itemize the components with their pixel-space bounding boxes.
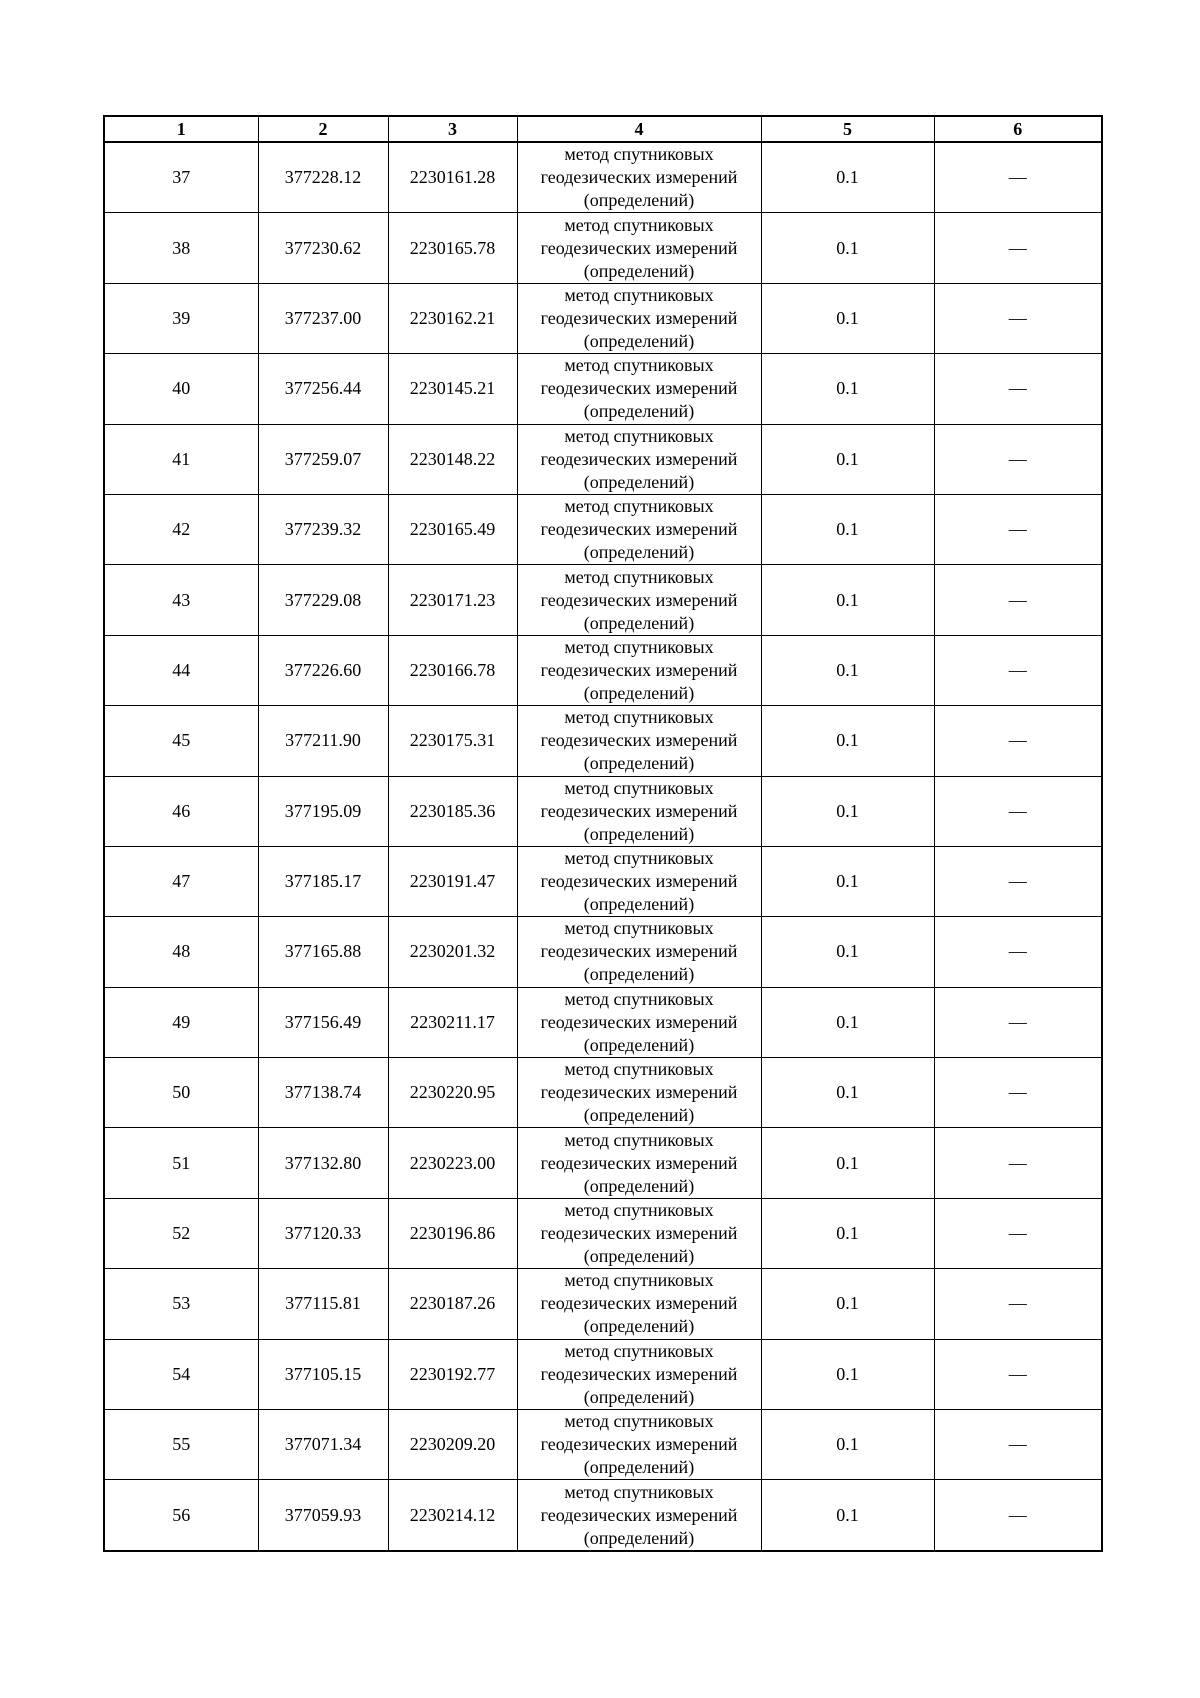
- header-row: [104, 116, 1102, 142]
- method-line: геодезических измерений: [540, 307, 738, 328]
- method-line: (определений): [583, 401, 695, 422]
- accuracy-cell: 0.1: [761, 846, 934, 916]
- point-number-cell: 49: [104, 987, 258, 1057]
- method-cell: [517, 283, 761, 353]
- method-line: метод спутниковых: [564, 1411, 714, 1432]
- point-number-cell: 45: [104, 706, 258, 776]
- table-header: [104, 116, 1102, 142]
- method-line: (определений): [583, 1105, 695, 1126]
- method-line: метод спутниковых: [564, 1200, 714, 1221]
- method-cell: [517, 846, 761, 916]
- accuracy-cell: 0.1: [761, 987, 934, 1057]
- accuracy-cell: 0.1: [761, 142, 934, 213]
- method-line: метод спутниковых: [564, 144, 714, 165]
- accuracy-cell: 0.1: [761, 1339, 934, 1409]
- table-row: [104, 1198, 1102, 1268]
- table-row: [104, 1128, 1102, 1198]
- accuracy-cell: 0.1: [761, 1058, 934, 1128]
- point-number-cell: 55: [104, 1410, 258, 1480]
- method-line: метод спутниковых: [564, 707, 714, 728]
- method-cell: [517, 354, 761, 424]
- note-cell: —: [934, 987, 1102, 1057]
- method-line: метод спутниковых: [564, 988, 714, 1009]
- coordinate-x-cell: 377239.32: [258, 494, 388, 564]
- point-number-cell: 41: [104, 424, 258, 494]
- method-cell: [517, 776, 761, 846]
- coordinate-x-cell: 377230.62: [258, 213, 388, 283]
- method-line: геодезических измерений: [540, 1293, 738, 1314]
- method-line: (определений): [583, 1457, 695, 1478]
- coordinate-y-cell: 2230187.26: [388, 1269, 517, 1339]
- coordinate-y-cell: 2230166.78: [388, 635, 517, 705]
- method-line: метод спутниковых: [564, 777, 714, 798]
- point-number-cell: 39: [104, 283, 258, 353]
- method-line: (определений): [583, 542, 695, 563]
- accuracy-cell: 0.1: [761, 213, 934, 283]
- table-row: [104, 635, 1102, 705]
- coordinate-x-cell: 377211.90: [258, 706, 388, 776]
- coordinate-y-cell: 2230165.49: [388, 494, 517, 564]
- note-cell: —: [934, 776, 1102, 846]
- point-number-cell: 51: [104, 1128, 258, 1198]
- method-cell: [517, 987, 761, 1057]
- method-line: (определений): [583, 894, 695, 915]
- method-line: геодезических измерений: [540, 1434, 738, 1455]
- method-line: (определений): [583, 682, 695, 703]
- method-cell: [517, 494, 761, 564]
- accuracy-cell: 0.1: [761, 565, 934, 635]
- accuracy-cell: 0.1: [761, 283, 934, 353]
- method-line: метод спутниковых: [564, 566, 714, 587]
- note-cell: —: [934, 706, 1102, 776]
- method-line: метод спутниковых: [564, 636, 714, 657]
- point-number-cell: 50: [104, 1058, 258, 1128]
- table-row: [104, 1480, 1102, 1551]
- table-row: [104, 987, 1102, 1057]
- note-cell: —: [934, 846, 1102, 916]
- coordinate-y-cell: 2230165.78: [388, 213, 517, 283]
- coordinate-y-cell: 2230214.12: [388, 1480, 517, 1551]
- method-line: метод спутниковых: [564, 284, 714, 305]
- method-cell: [517, 565, 761, 635]
- method-cell: [517, 1339, 761, 1409]
- coordinate-y-cell: 2230196.86: [388, 1198, 517, 1268]
- point-number-cell: 56: [104, 1480, 258, 1551]
- point-number-cell: 42: [104, 494, 258, 564]
- accuracy-cell: 0.1: [761, 706, 934, 776]
- coordinate-x-cell: 377256.44: [258, 354, 388, 424]
- method-cell: [517, 917, 761, 987]
- method-line: геодезических измерений: [540, 730, 738, 751]
- coordinate-x-cell: 377229.08: [258, 565, 388, 635]
- coordinate-x-cell: 377259.07: [258, 424, 388, 494]
- note-cell: —: [934, 1410, 1102, 1480]
- coordinate-x-cell: 377105.15: [258, 1339, 388, 1409]
- table-row: [104, 565, 1102, 635]
- coordinate-x-cell: 377115.81: [258, 1269, 388, 1339]
- point-number-cell: 43: [104, 565, 258, 635]
- accuracy-cell: 0.1: [761, 1128, 934, 1198]
- method-line: (определений): [583, 1246, 695, 1267]
- method-line: геодезических измерений: [540, 800, 738, 821]
- accuracy-cell: 0.1: [761, 635, 934, 705]
- coordinate-x-cell: 377195.09: [258, 776, 388, 846]
- method-line: (определений): [583, 330, 695, 351]
- method-line: метод спутниковых: [564, 1129, 714, 1150]
- method-line: геодезических измерений: [540, 1152, 738, 1173]
- table-row: [104, 917, 1102, 987]
- method-line: геодезических измерений: [540, 1504, 738, 1525]
- coordinate-x-cell: 377059.93: [258, 1480, 388, 1551]
- method-line: метод спутниковых: [564, 496, 714, 517]
- table-row: [104, 142, 1102, 213]
- header-col-2: 2: [258, 116, 388, 142]
- method-line: метод спутниковых: [564, 214, 714, 235]
- method-cell: [517, 1269, 761, 1339]
- method-line: (определений): [583, 964, 695, 985]
- table-row: [104, 1058, 1102, 1128]
- header-col-1: 1: [104, 116, 258, 142]
- table-row: [104, 1339, 1102, 1409]
- point-number-cell: 38: [104, 213, 258, 283]
- note-cell: —: [934, 213, 1102, 283]
- accuracy-cell: 0.1: [761, 494, 934, 564]
- method-line: геодезических измерений: [540, 237, 738, 258]
- method-line: геодезических измерений: [540, 589, 738, 610]
- note-cell: —: [934, 635, 1102, 705]
- coordinate-x-cell: 377138.74: [258, 1058, 388, 1128]
- method-cell: [517, 142, 761, 213]
- point-number-cell: 52: [104, 1198, 258, 1268]
- coordinate-x-cell: 377165.88: [258, 917, 388, 987]
- point-number-cell: 53: [104, 1269, 258, 1339]
- method-cell: [517, 1410, 761, 1480]
- method-cell: [517, 706, 761, 776]
- note-cell: —: [934, 142, 1102, 213]
- method-line: (определений): [583, 1034, 695, 1055]
- table-row: [104, 846, 1102, 916]
- method-line: метод спутниковых: [564, 1270, 714, 1291]
- note-cell: —: [934, 565, 1102, 635]
- point-number-cell: 37: [104, 142, 258, 213]
- coordinate-x-cell: 377185.17: [258, 846, 388, 916]
- coordinate-y-cell: 2230161.28: [388, 142, 517, 213]
- method-line: (определений): [583, 1527, 695, 1548]
- coordinate-x-cell: 377071.34: [258, 1410, 388, 1480]
- header-col-3: 3: [388, 116, 517, 142]
- coordinate-y-cell: 2230148.22: [388, 424, 517, 494]
- coordinate-y-cell: 2230162.21: [388, 283, 517, 353]
- accuracy-cell: 0.1: [761, 1480, 934, 1551]
- note-cell: —: [934, 1269, 1102, 1339]
- coordinate-y-cell: 2230185.36: [388, 776, 517, 846]
- method-line: (определений): [583, 753, 695, 774]
- coordinate-y-cell: 2230145.21: [388, 354, 517, 424]
- note-cell: —: [934, 424, 1102, 494]
- note-cell: —: [934, 1058, 1102, 1128]
- table-row: [104, 1410, 1102, 1480]
- point-number-cell: 44: [104, 635, 258, 705]
- method-line: геодезических измерений: [540, 167, 738, 188]
- header-col-6: 6: [934, 116, 1102, 142]
- coordinates-table: [103, 115, 1103, 1552]
- note-cell: —: [934, 494, 1102, 564]
- method-line: метод спутниковых: [564, 1059, 714, 1080]
- method-line: геодезических измерений: [540, 941, 738, 962]
- coordinate-y-cell: 2230201.32: [388, 917, 517, 987]
- method-line: (определений): [583, 260, 695, 281]
- point-number-cell: 40: [104, 354, 258, 424]
- note-cell: —: [934, 1339, 1102, 1409]
- note-cell: —: [934, 283, 1102, 353]
- point-number-cell: 47: [104, 846, 258, 916]
- method-line: геодезических измерений: [540, 871, 738, 892]
- method-cell: [517, 424, 761, 494]
- accuracy-cell: 0.1: [761, 1410, 934, 1480]
- coordinate-y-cell: 2230223.00: [388, 1128, 517, 1198]
- method-line: метод спутниковых: [564, 848, 714, 869]
- point-number-cell: 54: [104, 1339, 258, 1409]
- accuracy-cell: 0.1: [761, 776, 934, 846]
- table-row: [104, 283, 1102, 353]
- coordinate-x-cell: 377228.12: [258, 142, 388, 213]
- table-row: [104, 706, 1102, 776]
- coordinate-x-cell: 377237.00: [258, 283, 388, 353]
- method-line: метод спутниковых: [564, 425, 714, 446]
- accuracy-cell: 0.1: [761, 917, 934, 987]
- method-line: геодезических измерений: [540, 1011, 738, 1032]
- method-line: метод спутниковых: [564, 918, 714, 939]
- accuracy-cell: 0.1: [761, 1198, 934, 1268]
- method-line: геодезических измерений: [540, 519, 738, 540]
- note-cell: —: [934, 1128, 1102, 1198]
- table-row: [104, 1269, 1102, 1339]
- method-line: геодезических измерений: [540, 448, 738, 469]
- coordinate-x-cell: 377132.80: [258, 1128, 388, 1198]
- point-number-cell: 46: [104, 776, 258, 846]
- method-line: (определений): [583, 823, 695, 844]
- note-cell: —: [934, 1198, 1102, 1268]
- method-line: (определений): [583, 612, 695, 633]
- method-line: геодезических измерений: [540, 378, 738, 399]
- table-body: [104, 142, 1102, 1551]
- method-line: метод спутниковых: [564, 355, 714, 376]
- method-cell: [517, 1480, 761, 1551]
- coordinate-y-cell: 2230220.95: [388, 1058, 517, 1128]
- accuracy-cell: 0.1: [761, 1269, 934, 1339]
- method-line: метод спутниковых: [564, 1340, 714, 1361]
- method-line: геодезических измерений: [540, 1223, 738, 1244]
- method-cell: [517, 1058, 761, 1128]
- note-cell: —: [934, 917, 1102, 987]
- coordinate-x-cell: 377120.33: [258, 1198, 388, 1268]
- method-line: (определений): [583, 471, 695, 492]
- coordinate-y-cell: 2230192.77: [388, 1339, 517, 1409]
- table-row: [104, 354, 1102, 424]
- header-col-5: 5: [761, 116, 934, 142]
- method-cell: [517, 1128, 761, 1198]
- method-line: геодезических измерений: [540, 1363, 738, 1384]
- method-line: (определений): [583, 1175, 695, 1196]
- method-line: (определений): [583, 190, 695, 211]
- table-row: [104, 213, 1102, 283]
- method-line: (определений): [583, 1386, 695, 1407]
- method-line: (определений): [583, 1316, 695, 1337]
- coordinate-x-cell: 377156.49: [258, 987, 388, 1057]
- method-cell: [517, 213, 761, 283]
- coordinate-y-cell: 2230171.23: [388, 565, 517, 635]
- method-line: геодезических измерений: [540, 659, 738, 680]
- accuracy-cell: 0.1: [761, 424, 934, 494]
- header-col-4: 4: [517, 116, 761, 142]
- method-line: геодезических измерений: [540, 1082, 738, 1103]
- coordinate-y-cell: 2230191.47: [388, 846, 517, 916]
- accuracy-cell: 0.1: [761, 354, 934, 424]
- coordinate-y-cell: 2230209.20: [388, 1410, 517, 1480]
- note-cell: —: [934, 354, 1102, 424]
- table-row: [104, 494, 1102, 564]
- method-line: метод спутниковых: [564, 1481, 714, 1502]
- method-cell: [517, 635, 761, 705]
- method-cell: [517, 1198, 761, 1268]
- note-cell: —: [934, 1480, 1102, 1551]
- coordinate-y-cell: 2230211.17: [388, 987, 517, 1057]
- point-number-cell: 48: [104, 917, 258, 987]
- table-row: [104, 424, 1102, 494]
- table-row: [104, 776, 1102, 846]
- coordinate-x-cell: 377226.60: [258, 635, 388, 705]
- coordinate-y-cell: 2230175.31: [388, 706, 517, 776]
